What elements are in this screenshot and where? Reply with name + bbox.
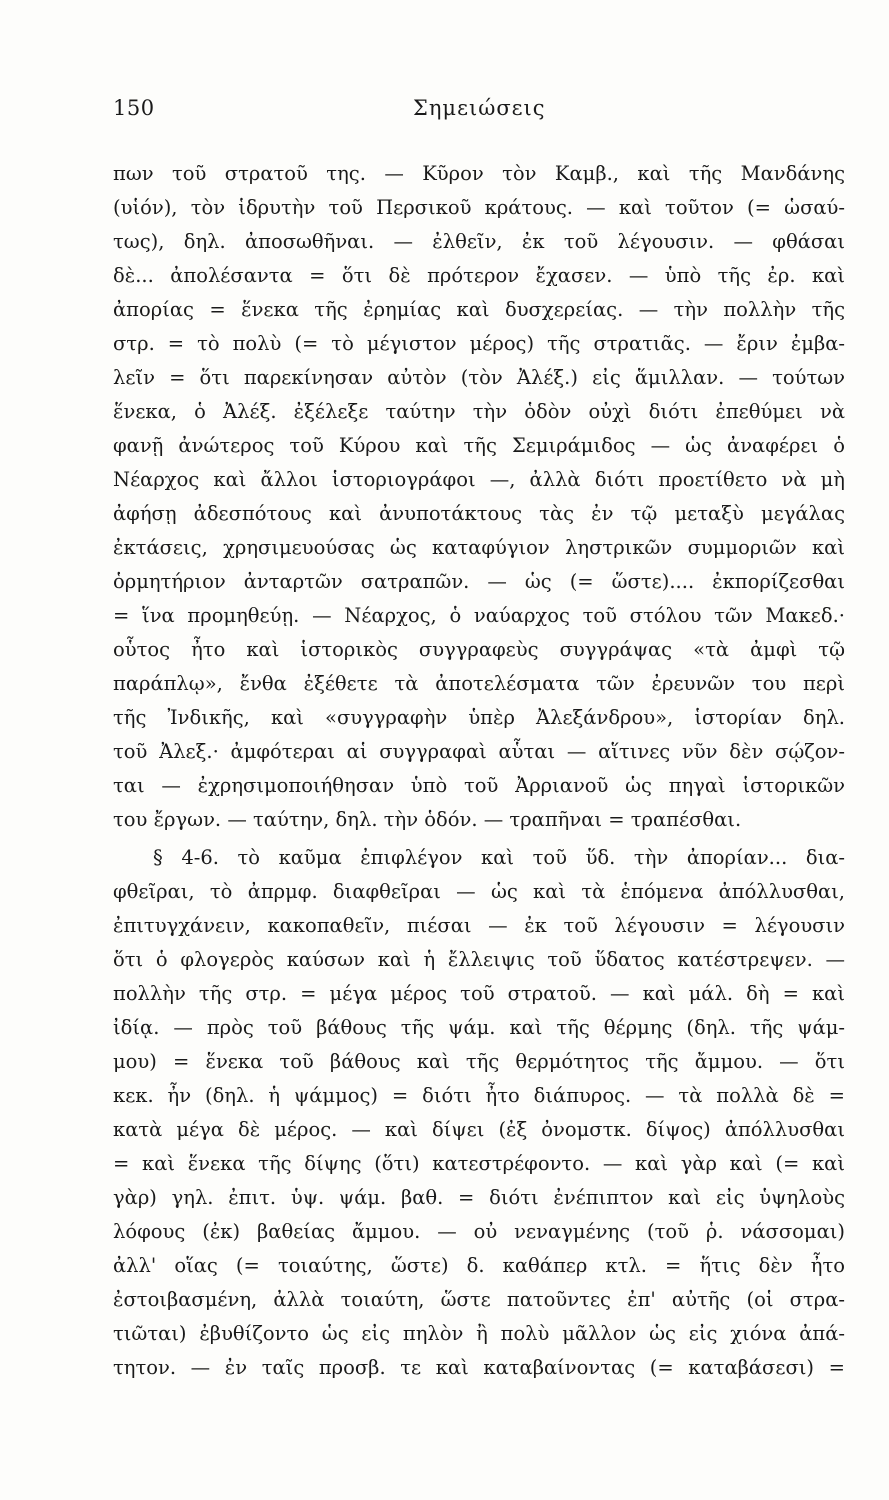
text-line: ἐστοιβασμένη, ἀλλὰ τοιαύτη, ὥστε πατοῦντες ἐπ' αὐτῆς (οἱ στρα- (113, 1288, 845, 1311)
page-header (113, 96, 844, 136)
text-line: δὲ... ἀπολέσαντα = ὅτι δὲ πρότερον ἔχασεν. — ὑπὸ τῆς ἐρ. καὶ (113, 264, 845, 287)
text-line: ἰδίᾳ. — πρὸς τοῦ βάθους τῆς ψάμ. καὶ τῆς θέρμης (δηλ. τῆς ψάμ- (113, 1016, 845, 1039)
text-line: ἐπιτυγχάνειν, κακοπαθεῖν, πιέσαι — ἐκ τοῦ λέγουσιν = λέγουσιν (113, 914, 845, 937)
text-line: ται — ἐχρησιμοποιήθησαν ὑπὸ τοῦ Ἀρριανοῦ ὡς πηγαὶ ἱστορικῶν (113, 774, 845, 797)
text-line: τοῦ Ἀλεξ.· ἀμφότεραι αἱ συγγραφαὶ αὗται — αἵτινες νῦν δὲν σῴζον- (113, 740, 845, 763)
text-line: § 4-6. τὸ καῦμα ἐπιφλέγον καὶ τοῦ ὕδ. τὴν ἀπορίαν... δια- (153, 846, 845, 869)
text-line: τητον. — ἐν ταῖς προσβ. τε καὶ καταβαίνοντας (= καταβάσεσι) = (113, 1356, 845, 1379)
text-line: πων τοῦ στρατοῦ της. — Κῦρον τὸν Καμβ., καὶ τῆς Μανδάνης (113, 162, 845, 185)
page-number: 150 (113, 96, 155, 120)
text-line: τῆς Ἰνδικῆς, καὶ «συγγραφὴν ὑπὲρ Ἀλεξάνδρου», ἱστορίαν δηλ. (113, 706, 845, 729)
text-line: γὰρ) γηλ. ἐπιτ. ὑψ. ψάμ. βαθ. = διότι ἐνέπιπτον καὶ εἰς ὑψηλοὺς (113, 1186, 845, 1209)
text-line: ἐκτάσεις, χρησιμευούσας ὡς καταφύγιον ληστρικῶν συμμοριῶν καὶ (113, 536, 845, 559)
running-title: Σημειώσεις (413, 96, 546, 120)
text-line: παράπλῳ», ἔνθα ἐξέθετε τὰ ἀποτελέσματα τῶν ἐρευνῶν του περὶ (113, 672, 845, 695)
text-line: τως), δηλ. ἀποσωθῆναι. — ἐλθεῖν, ἐκ τοῦ λέγουσιν. — φθάσαι (113, 230, 845, 253)
text-line: στρ. = τὸ πολὺ (= τὸ μέγιστον μέρος) τῆς στρατιᾶς. — ἔριν ἐμβα- (113, 332, 845, 355)
text-line: λόφους (ἐκ) βαθείας ἄμμου. — οὐ νεναγμένης (τοῦ ῥ. νάσσομαι) (113, 1220, 845, 1243)
text-line: μου) = ἕνεκα τοῦ βάθους καὶ τῆς θερμότητος τῆς ἄμμου. — ὅτι (113, 1050, 845, 1073)
paragraph-2 (113, 841, 845, 1385)
notes-text (113, 157, 845, 1385)
text-line: = καὶ ἕνεκα τῆς δίψης (ὅτι) κατεστρέφοντο. — καὶ γὰρ καὶ (= καὶ (113, 1152, 845, 1175)
text-line: ἕνεκα, ὁ Ἀλέξ. ἐξέλεξε ταύτην τὴν ὁδὸν οὐχὶ διότι ἐπεθύμει νὰ (113, 400, 845, 423)
text-line: κεκ. ἦν (δηλ. ἡ ψάμμος) = διότι ἦτο διάπυρος. — τὰ πολλὰ δὲ = (113, 1084, 845, 1107)
text-line: κατὰ μέγα δὲ μέρος. — καὶ δίψει (ἐξ ὀνομστκ. δίψος) ἀπόλλυσθαι (113, 1118, 845, 1141)
text-line: πολλὴν τῆς στρ. = μέγα μέρος τοῦ στρατοῦ. — καὶ μάλ. δὴ = καὶ (113, 982, 845, 1005)
text-line: οὗτος ἦτο καὶ ἱστορικὸς συγγραφεὺς συγγράψας «τὰ ἀμφὶ τῷ (113, 638, 845, 661)
text-line: φανῇ ἀνώτερος τοῦ Κύρου καὶ τῆς Σεμιράμιδος — ὡς ἀναφέρει ὁ (113, 434, 845, 457)
text-line: = ἵνα προμηθεύῃ. — Νέαρχος, ὁ ναύαρχος τοῦ στόλου τῶν Μακεδ.· (113, 604, 845, 627)
text-line: ἀφήσῃ ἀδεσπότους καὶ ἀνυποτάκτους τὰς ἐν τῷ μεταξὺ μεγάλας (113, 502, 845, 525)
paragraph-1 (113, 157, 845, 837)
text-line: (υἱόν), τὸν ἱδρυτὴν τοῦ Περσικοῦ κράτους. — καὶ τοῦτον (= ὡσαύ- (113, 196, 845, 219)
text-line: Νέαρχος καὶ ἄλλοι ἱστοριογράφοι —, ἀλλὰ διότι προετίθετο νὰ μὴ (113, 468, 845, 491)
text-line: ὁρμητήριον ἀνταρτῶν σατραπῶν. — ὡς (= ὥστε).... ἐκπορίζεσθαι (113, 570, 845, 593)
text-line: ἀλλ' οἵας (= τοιαύτης, ὥστε) δ. καθάπερ κτλ. = ἥτις δὲν ἦτο (113, 1254, 845, 1277)
text-line: τιῶται) ἐβυθίζοντο ὡς εἰς πηλὸν ἢ πολὺ μᾶλλον ὡς εἰς χιόνα ἀπά- (113, 1322, 845, 1345)
text-line: ἀπορίας = ἕνεκα τῆς ἐρημίας καὶ δυσχερείας. — τὴν πολλὴν τῆς (113, 298, 845, 321)
text-line: του ἔργων. — ταύτην, δηλ. τὴν ὁδόν. — τραπῆναι = τραπέσθαι. (113, 808, 742, 831)
text-line: λεῖν = ὅτι παρεκίνησαν αὐτὸν (τὸν Ἀλέξ.) εἰς ἅμιλλαν. — τούτων (113, 366, 845, 389)
text-line: φθεῖραι, τὸ ἀπρμφ. διαφθεῖραι — ὡς καὶ τὰ ἑπόμενα ἀπόλλυσθαι, (113, 880, 845, 903)
text-line: ὅτι ὁ φλογερὸς καύσων καὶ ἡ ἔλλειψις τοῦ ὕδατος κατέστρεψεν. — (113, 948, 845, 971)
